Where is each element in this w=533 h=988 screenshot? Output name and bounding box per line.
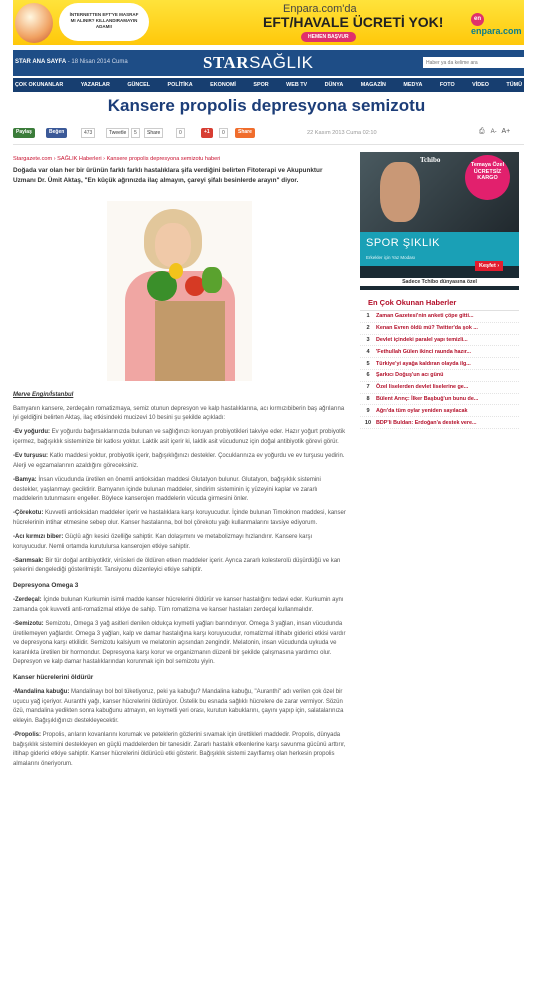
- most-read-rank: 4: [366, 348, 370, 355]
- paragraph-text: Mandalinayı bol bol tüketiyoruz, peki ya kabuğu? Mandalina kabuğu, "Auranthi" adı verilen çok özel bir uçucu yağ içeriyor. Auranthi yağı, kanser hücrelerini öldürüyor. Üstelik bu esnada sağlıklı hücrelere de zarar vermiyor. Sözün özü, mandalina yedikten sonra kabuğunu atmayın, en kıymetli yeri orası, kurutun kabuklarını, çayını yapıp için, salatalarınıza ekleyin. Bağışıklığınızı destekleyecektir.: [13, 689, 344, 724]
- linkedin-share-button[interactable]: Share: [144, 128, 163, 138]
- paragraph-text: İçinde bulunan Kurkumin isimli madde kanser hücrelerini öldürür ve kanser hastalığını tedavi eder. Kurkumin aynı zamanda çok kuvvetli anti-romatizmal etkiye de sahip. Tüm romatizma ve kanser hastaları zerdeçal kullanmalıdır.: [13, 597, 344, 613]
- main-nav: [13, 78, 524, 92]
- most-read-link[interactable]: Özel liselerden devlet liselerine ge...: [376, 384, 469, 391]
- ad-speech-bubble: İNTERNETTEN EFT'YE MASRAF MI ALINIR? KILLANDIRAMAYIN ADAMI!: [59, 3, 149, 41]
- sidebar-ad-footer: Sadece Tchibo dünyasına özel: [360, 278, 519, 286]
- article-paragraph: [13, 452, 346, 471]
- gplus-button[interactable]: +1: [201, 128, 213, 138]
- like-count: 473: [81, 128, 95, 138]
- article-author[interactable]: Merve Engin/İstanbul: [13, 392, 74, 398]
- most-read-item[interactable]: [360, 358, 519, 370]
- paragraph-keyword: -Ev turşusu:: [13, 453, 49, 460]
- tchibo-logo: Tchibo: [420, 156, 441, 164]
- paragraph-text: Semizotu, Omega 3 yağ asitleri denilen oldukça kıymetli yağları barındırıyor. Omega 3 yağları, insan vücudunda üretilemeyen yağlardır. Omega 3 yağları, kalp ve damar hastalığına karşı koruyucudur, romatizmal iltihabı giderici etkisi vardır ve depresyona karşı etkilidir. Semizotu kalsiyum ve melatonin açısından zengindir. Melatonin, insan vücudunda uykuda ve karanlıkta üretilen bir hormondur. Depresyona karşı korur ve organizmanın düzenli bir şekilde çalışmasına yardımcı olur. Depresyon ve kalp damar hastalıklarından korunmak için bol semizotu yiyin.: [13, 621, 346, 666]
- paragraph-keyword: -Semizotu:: [13, 621, 44, 628]
- paragraph-text: Ev yoğurdu bağırsaklarınızda bulunan ve sağlığınızı koruyan probiyotikleri takviye eder. Hazır yoğurt probiyotik içermez, bağışıklık sisteminize bir katkısı yoktur. Laktik asit içerir ki, laktik asit vücudunuz için doğal antibiyotik görevi görür.: [13, 429, 346, 445]
- facebook-like-button[interactable]: Beğen: [46, 128, 67, 138]
- font-increase-icon[interactable]: A+: [501, 128, 511, 135]
- nav-item[interactable]: TÜMÜ: [506, 82, 522, 88]
- nav-item[interactable]: VİDEO: [472, 82, 489, 88]
- article-date: 22 Kasım 2013 Cuma 02:10: [307, 130, 377, 136]
- print-icon[interactable]: ⎙: [479, 128, 485, 135]
- article-paragraph: [13, 596, 346, 615]
- most-read-rank: 8: [366, 395, 370, 402]
- kesfet-button[interactable]: Keşfet ›: [475, 261, 503, 271]
- most-read-link[interactable]: Zaman Gazetesi'nin anketi çöpe gitti...: [376, 313, 474, 320]
- tweet-button[interactable]: Tweetle: [106, 128, 129, 138]
- paragraph-keyword: -Propolis:: [13, 732, 41, 739]
- nav-item[interactable]: DÜNYA: [324, 82, 344, 88]
- article-title: Kansere propolis depresyona semizotu: [107, 96, 426, 115]
- most-read-rank: 5: [366, 360, 370, 367]
- ad-logo: enenpara.com: [471, 12, 524, 36]
- nav-item[interactable]: POLİTİKA: [167, 82, 193, 88]
- paragraph-text: Katkı maddesi yoktur, probiyotik içerir, bağışıklığınızı destekler. Çocuklarınıza ev yoğurdu ve ev turşusu yedirin. Alerji ve egzamalarının azaldığını göreceksiniz.: [13, 453, 345, 469]
- site-logo[interactable]: STARSAĞLIK: [203, 53, 314, 72]
- paragraph-text: İnsan vücudunda üretilen en önemli antioksidan maddesi Glutatyon bulunur. Glutatyon, bağışıklık sistemini destekler, yaşlanmayı geciktirir. Bamyanın içinde bulunan maddeler, sindirim sisteminin iç yüzeyini kaplar ve zararlı maddelerin tutunmasını engeller. Böylece kanserojen maddelerin vücuda girmesini önler.: [13, 476, 321, 503]
- most-read-link[interactable]: Devlet içindeki paralel yapı temizli...: [376, 336, 468, 343]
- share-bar: [13, 127, 524, 139]
- most-read-link[interactable]: Bülent Arınç: İlker Başbuğ'un bunu de...: [376, 395, 479, 402]
- nav-item[interactable]: YAZARLAR: [80, 82, 110, 88]
- most-read-item[interactable]: [360, 405, 519, 417]
- most-read-link[interactable]: BDP'li Buldan: Erdoğan'a destek vere...: [376, 419, 477, 426]
- gplus-count: 0: [219, 128, 228, 138]
- article-paragraph: [13, 731, 346, 769]
- paragraph-keyword: -Zerdeçal:: [13, 597, 42, 604]
- banner-ad[interactable]: [13, 0, 524, 45]
- ad-apply-button[interactable]: HEMEN BAŞVUR: [301, 32, 356, 42]
- most-read-item[interactable]: [360, 323, 519, 335]
- nav-item[interactable]: GÜNCEL: [127, 82, 151, 88]
- ad-mascot-image: [15, 3, 53, 43]
- home-link[interactable]: STAR ANA SAYFA - 18 Nisan 2014 Cuma: [15, 59, 128, 65]
- paylas-button[interactable]: Paylaş: [13, 128, 35, 138]
- font-decrease-icon[interactable]: A-: [490, 129, 497, 135]
- nav-item[interactable]: FOTO: [439, 82, 455, 88]
- article-paragraph: [13, 509, 346, 528]
- most-read-link[interactable]: 'Fethullah Gülen ikinci raunda hazır...: [376, 348, 472, 355]
- article-tools: [479, 128, 510, 136]
- linkedin-count: 0: [176, 128, 185, 138]
- nav-item[interactable]: EKONOMİ: [210, 82, 236, 88]
- paragraph-text: Kuvvetli antioksidan maddeler içerir ve hastalıklara karşı koruyucudur. İçinde bulunan Timokinon maddesi, kanser hücrelerinin intihar etmesine sebep olur. Kanser hastalarına, bol bol çörekotu yağı kullanmalarını tavsiye ediyorum.: [13, 510, 346, 526]
- most-read-link[interactable]: Şarkıcı Doğuş'un acı günü: [376, 372, 444, 379]
- breadcrumb[interactable]: Stargazete.com › SAĞLIK Haberleri › Kansere propolis depresyona semizotu haberi: [13, 156, 221, 162]
- paragraph-text: Güçlü ağrı kesici özelliğe sahiptir. Kan dolaşımını ve metabolizmayı hızlandırır. Kansere karşı koruyucudur. Nemli ortamda kurutulursa kanserojen etkiye sahiptir.: [13, 534, 313, 550]
- most-read-item[interactable]: [360, 382, 519, 394]
- nav-item[interactable]: WEB TV: [286, 82, 308, 88]
- most-read-rank: 7: [366, 384, 370, 391]
- paragraph-text: Propolis, arıların kovanlarını korumak ve peteklerin gözlerini sıvamak için ürettikleri maddedir. Propolis, dünyada bağışıklık sistemini destekleyen en güçlü maddelerden bir tanesidir. Zararlı hastalık etkenlerine karşı savunma gücünü arttırır, iltihap giderici etkiye sahiptir. Kanser hücrelerini öldürücü etki gösterir. Bağışıklık sistemi zayıflamış olan herkesin propolis almalarını öneriyorum.: [13, 732, 346, 767]
- tweet-count: 5: [131, 128, 140, 138]
- most-read-rank: 6: [366, 372, 370, 379]
- paragraph-keyword: -Bamya:: [13, 476, 37, 483]
- article-intro: Bamyanın kansere, zerdeçalın romatizmaya, semiz otunun depresyon ve kalp hastalıklarına, acı kırmızıbiberin baş ağrılarına iyi geldiğini belirten Aktaş, ilaç etkisindeki mucizevi 10 besini şu şekilde açıkladı:: [13, 405, 345, 422]
- nav-item[interactable]: MAGAZİN: [360, 82, 386, 88]
- enpara-icon: en: [471, 13, 484, 26]
- most-read-rank: 2: [366, 325, 370, 332]
- ad-model-image: [380, 162, 420, 222]
- most-read-link[interactable]: Türkiye'yi ayağa kaldıran olayda ilg...: [376, 360, 471, 367]
- article-lead: Doğada var olan her bir ürünün farklı farklı hastalıklara şifa verdiğini belirten Fitoterapi ve Akupunktur Uzmanı Dr. Ümit Aktaş, "En küçük ağrınızda ilaç almayın, çareyi şifalı besinlerde arayın" diyor.: [13, 167, 323, 184]
- paragraph-keyword: -Çörekotu:: [13, 510, 44, 517]
- most-read-item[interactable]: [360, 370, 519, 382]
- paragraph-text: Bir tür doğal antibiyotiktir, virüsleri de öldüren etken maddeler içerir. Ayrıca zararlı kolesterolü düşürdüğü ve kan şekerini dengelediği gösterilmiştir. Tansiyonu düzenleyici etkiye sahiptir.: [13, 557, 341, 574]
- most-read-item[interactable]: [360, 335, 519, 347]
- free-shipping-badge: Temaya Özel ÜCRETSİZ KARGO: [465, 155, 510, 200]
- share-button[interactable]: Share: [235, 128, 255, 138]
- most-read-link[interactable]: Kenan Evren öldü mü? Twitter'da şok ...: [376, 325, 478, 332]
- nav-item[interactable]: ÇOK OKUNANLAR: [15, 82, 64, 88]
- header-date: - 18 Nisan 2014 Cuma: [67, 59, 128, 65]
- most-read-item[interactable]: [360, 394, 519, 406]
- ad-line-1: Enpara.com'da: [283, 3, 357, 15]
- site-header: [13, 50, 524, 76]
- section-heading: Kanser hücrelerini öldürür: [13, 673, 94, 681]
- nav-item[interactable]: MEDYA: [403, 82, 423, 88]
- article-paragraph: [13, 557, 346, 576]
- paragraph-keyword: -Ev yoğurdu:: [13, 429, 50, 436]
- article-paragraph: [13, 533, 346, 552]
- most-read-rank: 3: [366, 336, 370, 343]
- nav-item[interactable]: SPOR: [253, 82, 269, 88]
- most-read-item[interactable]: [360, 417, 519, 429]
- most-read-rank: 9: [366, 407, 370, 414]
- most-read-item[interactable]: [360, 311, 519, 323]
- most-read-rank: 10: [364, 419, 372, 426]
- paragraph-keyword: -Acı kırmızı biber:: [13, 534, 64, 541]
- article-photo: [107, 201, 252, 381]
- sidebar-ad-headline: SPOR ŞIKLIK: [366, 237, 440, 249]
- most-read-rank: 1: [366, 313, 370, 320]
- sidebar-ad-sub: Erkekler için Yaz Modası: [366, 255, 416, 260]
- most-read-link[interactable]: Ağrı'da tüm oylar yeniden sayılacak: [376, 407, 468, 414]
- article-paragraph: [13, 688, 346, 726]
- ad-line-2: EFT/HAVALE ÜCRETİ YOK!: [263, 14, 444, 30]
- search-input[interactable]: [423, 57, 525, 68]
- divider: [13, 144, 524, 145]
- section-heading: Depresyona Omega 3: [13, 581, 79, 589]
- article-body: [13, 391, 346, 774]
- most-read-box: [360, 296, 519, 429]
- article-paragraph: [13, 620, 346, 668]
- most-read-item[interactable]: [360, 346, 519, 358]
- article-paragraph: [13, 428, 346, 447]
- paragraph-keyword: -Mandalina kabuğu:: [13, 689, 70, 696]
- paragraph-keyword: -Sarımsak:: [13, 557, 44, 564]
- article-paragraph: [13, 476, 346, 505]
- most-read-title: En Çok Okunan Haberler: [360, 296, 519, 311]
- sidebar-ad[interactable]: [360, 152, 519, 290]
